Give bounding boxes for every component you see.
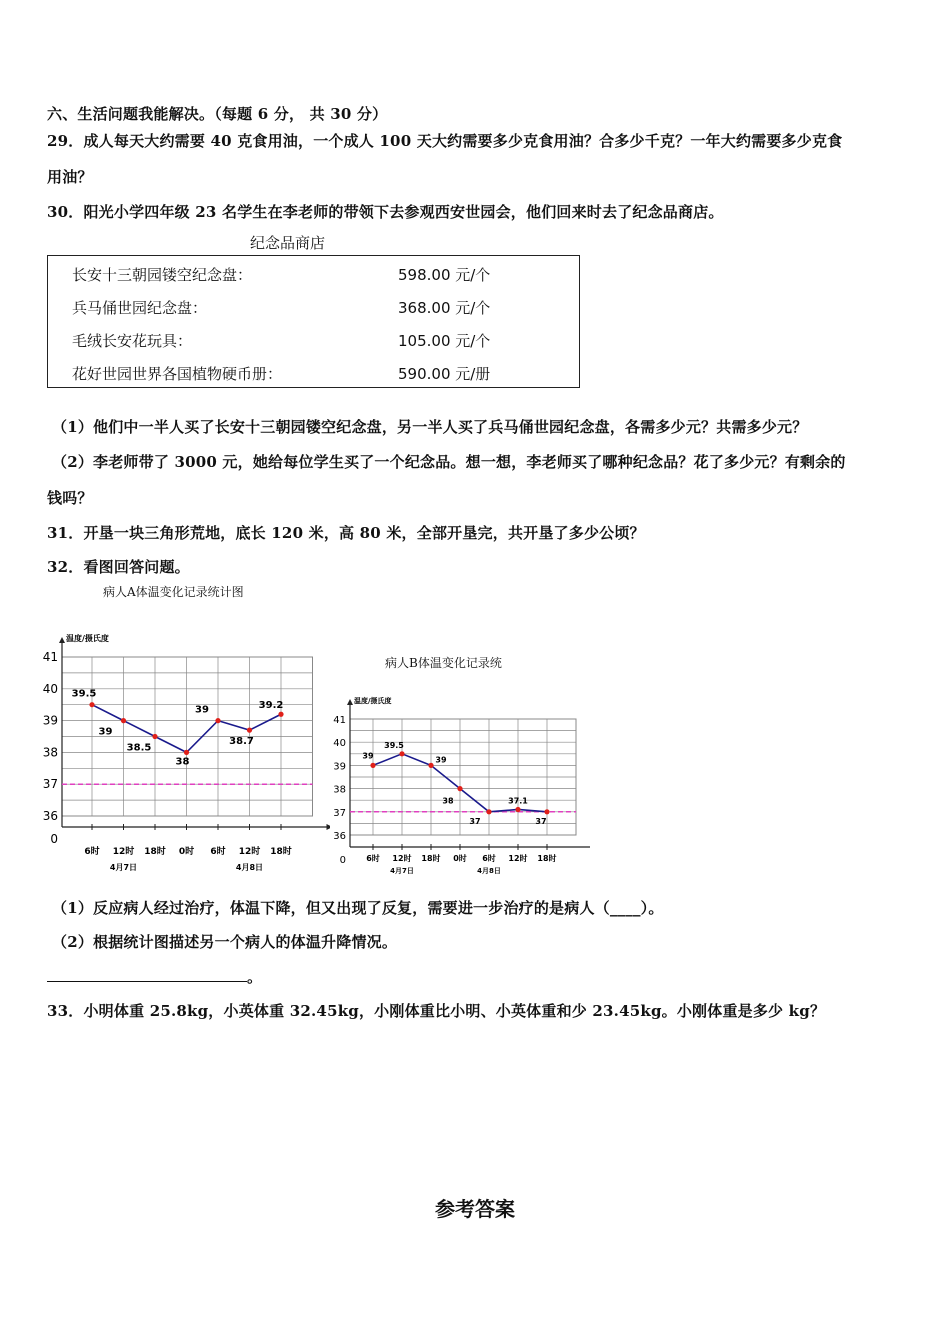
- chart-value-label: 39: [435, 755, 447, 765]
- chart-y-arrow: [59, 637, 65, 643]
- chart-x-tick-label: 6时: [84, 847, 100, 857]
- answer-blank[interactable]: [47, 967, 247, 982]
- store-item: [72, 363, 572, 393]
- answer-title: 参考答案: [435, 1197, 515, 1221]
- chart-x-tick-label: 18时: [421, 854, 441, 863]
- q30-part1: （1）他们中一半人买了长安十三朝园镂空纪念盘，另一半人买了兵马俑世园纪念盘，各需多少元？共需多少元？: [52, 418, 808, 436]
- q30-part2-line1: （2）李老师带了 3000 元，她给每位学生买了一个纪念品。想一想，李老师买了哪种纪念品？花了多少元？有剩余的: [52, 453, 846, 471]
- q32-intro: 32．看图回答问题。: [47, 558, 190, 576]
- chart-y-tick-label: 39: [42, 713, 58, 728]
- chart-value-label: 39: [362, 751, 374, 761]
- chart-y-tick-label: 36: [333, 831, 346, 842]
- q33-text: 33．小明体重 25.8kg，小英体重 32.45kg，小刚体重比小明、小英体重和少 23.45kg。小刚体重是多少 kg？: [47, 1002, 826, 1020]
- chart-value-label: 39.2: [258, 700, 284, 712]
- store-item: [72, 264, 572, 294]
- chart-x-tick-label: 18时: [537, 854, 557, 863]
- chart-y-axis-label: 温度/摄氏度: [66, 634, 109, 643]
- chart-x-tick-label: 6时: [210, 847, 226, 857]
- q30-intro: 30．阳光小学四年级 23 名学生在李老师的带领下去参观西安世园会，他们回来时去了纪念品商店。: [47, 203, 724, 221]
- q32-part1: （1）反应病人经过治疗，体温下降，但又出现了反复，需要进一步治疗的是病人（____）。: [52, 899, 664, 917]
- chart-value-label: 39.5: [71, 688, 97, 700]
- store-price-table: [47, 255, 580, 388]
- chart-data-point: [399, 751, 404, 756]
- store-title: 纪念品商店: [250, 234, 326, 252]
- chart-b-title: 病人B体温变化记录统: [385, 656, 502, 670]
- chart-y-origin-label: 0: [339, 855, 346, 866]
- chart-a-title: 病人A体温变化记录统计图: [103, 585, 244, 599]
- chart-value-label: 38.5: [126, 742, 152, 754]
- chart-y-tick-label: 40: [42, 681, 58, 696]
- chart-value-label: 37: [469, 816, 481, 826]
- chart-y-tick-label: 39: [333, 761, 346, 773]
- chart-x-tick-label: 18时: [270, 847, 292, 857]
- answer-blank-period: 。: [247, 968, 263, 986]
- chart-data-point: [278, 712, 283, 717]
- chart-value-label: 39: [98, 726, 113, 738]
- chart-y-tick-label: 36: [42, 809, 58, 823]
- chart-data-point: [457, 786, 462, 791]
- patient-a-temperature-chart: [30, 620, 330, 882]
- q29-line2: 用油？: [47, 168, 93, 186]
- chart-value-label: 39: [195, 704, 209, 716]
- chart-date-label: 4月7日: [109, 863, 138, 872]
- chart-date-label: 4月8日: [235, 863, 264, 872]
- chart-y-tick-label: 38: [42, 745, 58, 760]
- chart-y-tick-label: 38: [333, 784, 346, 796]
- chart-y-tick-label: 41: [333, 715, 346, 726]
- store-item-price: 368.00 元/个: [398, 299, 491, 317]
- chart-value-label: 38.7: [229, 736, 254, 748]
- chart-data-point: [152, 734, 157, 739]
- chart-y-origin-label: 0: [50, 832, 58, 846]
- chart-x-tick-label: 0时: [178, 847, 195, 857]
- q29-line1: 29．成人每天大约需要 40 克食用油，一个成人 100 天大约需要多少克食用油？合多少千克？一年大约需要多少克食: [47, 132, 843, 150]
- chart-date-label: 4月7日: [390, 867, 414, 875]
- store-item: [72, 297, 572, 327]
- chart-value-label: 38: [442, 796, 454, 806]
- store-item: [72, 330, 572, 360]
- q31-text: 31．开垦一块三角形荒地，底长 120 米，高 80 米，全部开垦完，共开垦了多少公顷？: [47, 524, 645, 542]
- store-item-price: 105.00 元/个: [398, 332, 491, 350]
- chart-x-tick-label: 18时: [144, 847, 166, 857]
- chart-x-tick-label: 6时: [482, 854, 496, 863]
- chart-data-point: [544, 809, 549, 814]
- store-item-name: 兵马俑世园纪念盘：: [72, 299, 208, 317]
- chart-x-tick-label: 12时: [508, 854, 528, 863]
- chart-y-tick-label: 41: [42, 650, 58, 664]
- store-item-name: 长安十三朝园镂空纪念盘：: [72, 266, 253, 284]
- chart-x-tick-label: 12时: [392, 854, 412, 863]
- store-item-price: 598.00 元/个: [398, 266, 491, 284]
- chart-x-tick-label: 6时: [366, 854, 380, 863]
- chart-value-label: 39.5: [384, 740, 404, 750]
- store-item-price: 590.00 元/册: [398, 365, 491, 383]
- chart-data-point: [486, 809, 491, 814]
- chart-x-tick-label: 12时: [112, 847, 135, 857]
- q32-answer-line: [47, 966, 262, 987]
- chart-y-tick-label: 37: [42, 777, 58, 792]
- chart-value-label: 37.1: [508, 796, 528, 806]
- chart-y-tick-label: 40: [333, 738, 346, 750]
- chart-data-point: [515, 807, 520, 812]
- chart-x-tick-label: 0时: [453, 854, 467, 863]
- chart-x-tick-label: 12时: [238, 847, 261, 857]
- chart-data-point: [247, 728, 252, 733]
- chart-data-point: [370, 763, 375, 768]
- chart-y-axis-label: 温度/摄氏度: [354, 697, 392, 705]
- chart-data-point: [215, 718, 220, 723]
- chart-y-tick-label: 37: [333, 807, 346, 819]
- q30-part2-line2: 钱吗？: [47, 489, 93, 507]
- chart-y-arrow: [347, 699, 353, 705]
- chart-value-label: 38: [175, 756, 190, 768]
- chart-data-point: [89, 702, 94, 707]
- store-item-name: 花好世园世界各国植物硬币册：: [72, 365, 283, 383]
- store-item-name: 毛绒长安花玩具：: [72, 332, 193, 350]
- q32-part2: （2）根据统计图描述另一个病人的体温升降情况。: [52, 933, 398, 951]
- chart-data-point: [121, 718, 126, 723]
- chart-data-point: [428, 763, 433, 768]
- section-heading: 六、生活问题我能解决。（每题 6 分， 共 30 分）: [47, 105, 388, 123]
- patient-b-temperature-chart: [320, 690, 590, 882]
- chart-date-label: 4月8日: [477, 867, 501, 875]
- chart-value-label: 37: [535, 816, 547, 826]
- chart-data-point: [184, 750, 189, 755]
